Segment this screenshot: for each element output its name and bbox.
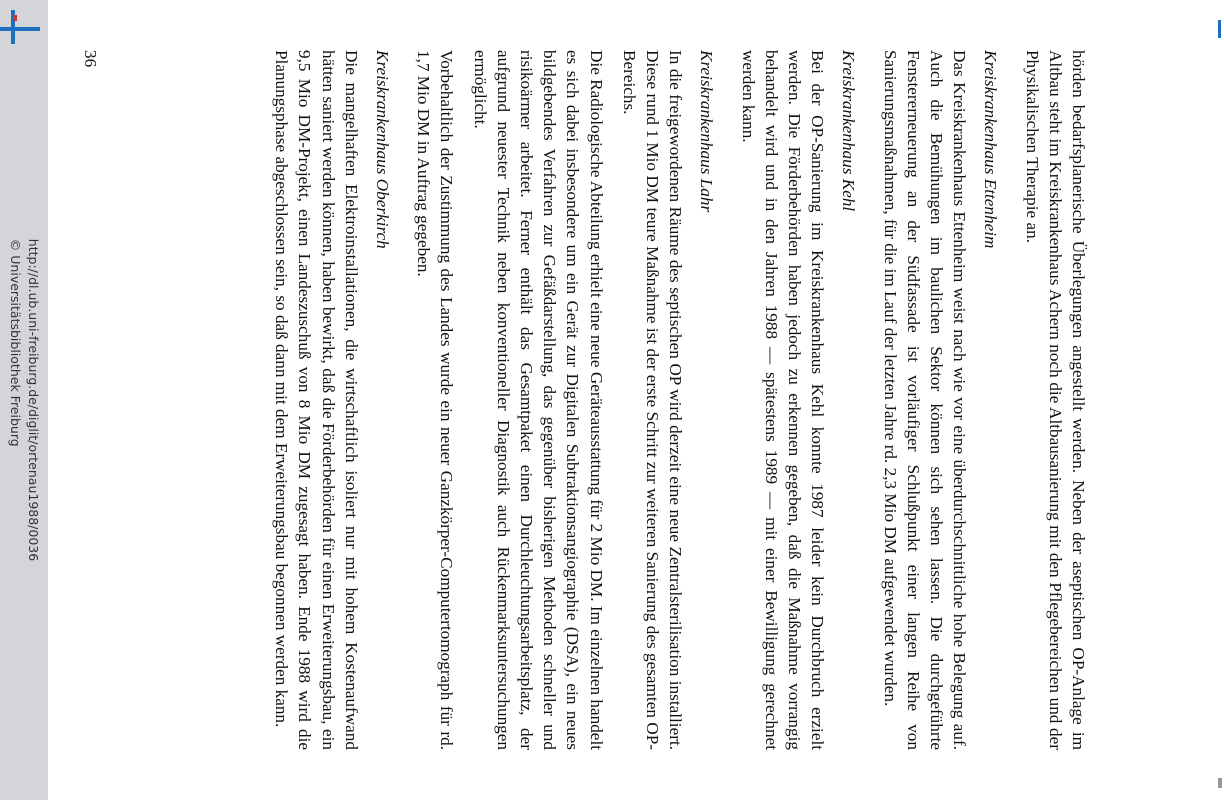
section-heading: Kreiskrankenhaus Oberkirch [372, 50, 392, 249]
section-heading: Kreiskrankenhaus Lahr [697, 50, 717, 213]
attribution-url[interactable]: http://dl.ub.uni-freiburg.de/diglit/ortenau1988/0036 [26, 238, 41, 562]
logo-bar-horizontal [0, 27, 40, 31]
section-oberkirch [270, 50, 394, 750]
page-number: 36 [81, 50, 100, 68]
viewer-sidebar [0, 0, 48, 800]
section-paragraph: Die mangelhaften Elektroinstallationen, die wirtschaftlich isoliert nur mit hohem Kostenaufwand hätten saniert werden können, haben bewirkt, daß die Förderbehörden für einen Erweiterungsbau, ein 9,5 Mio DM-Projekt, einen Landeszuschuß von 8 Mio DM zugesagt haben. Ende 1988 wird die Planungsphase abgeschlossen sein, so daß dann mit dem Erweiterungsbau begonnen werden kann. [272, 50, 361, 750]
attribution [6, 239, 42, 561]
section-paragraph: Das Kreiskrankenhaus Ettenheim weist nach wie vor eine überdurchschnittliche hohe Belegung auf. Auch die Bemühungen im baulichen Sektor können sich sehen lassen. Die durchgeführte Fenstererneuerung an der Südfassade ist vorläufiger Schlußpunkt einer langen Reihe von Sanierungsmaßnahmen, für die im Lauf der letzten Jahre rd. 2,3 Mio DM aufgewendet wurden. [880, 50, 970, 750]
section-paragraph: Bei der OP-Sanierung im Kreiskrankenhaus Kehl konnte 1987 leider kein Durchbruch erzielt werden. Die Förderbehörden haben jedoch zu erkennen gegeben, daß die Maßnahme vorrangig behandelt wird und in den Jahren 1988 — spätestens 1989 — mit einer Bewilligung gerechnet werden kann. [738, 50, 828, 750]
section-heading: Kreiskrankenhaus Kehl [839, 50, 859, 212]
intro-paragraph: hörden bedarfsplanerische Überlegungen angestellt werden. Neben der aseptischen OP-Anlage im Altbau steht im Kreiskrankenhaus Achern noch die Altbausanierung mit den Pflegebereichen und der Physikalischen Therapie an. [1022, 50, 1088, 750]
section-paragraph: In die freigewordenen Räume des septischen OP wird derzeit eine neue Zentralsterilisation installiert. Diese rund 1 Mio DM teure Maßnahme ist der erste Schritt zur weiteren Sanierung des gesamten OP-Bereichs. [619, 50, 686, 750]
text-block [270, 50, 1090, 750]
section-paragraph: Die Radiologische Abteilung erhielt eine neue Geräteausstattung für 2 Mio DM. Im einzelnen handelt es sich dabei insbesondere um ein Gerät zur Digitalen Subtraktionsangiographie (DSA), ein neues bildgebendes Verfahren zur Gefäßdarstellung, das gegenüber bisherigen Methoden schneller und risikoärmer arbeitet. Ferner enthält das Gesamtpaket einen Durchleuchtungsarbeitsplatz, der aufgrund neuester Technik neben konventioneller Diagnostik auch Rückenmarksuntersuchungen ermöglicht. [470, 50, 606, 750]
logo-accent [14, 15, 17, 21]
section-heading: Kreiskrankenhaus Ettenheim [981, 50, 1001, 249]
attribution-copyright: © Universitätsbibliothek Freiburg [8, 238, 23, 447]
scanned-page [50, 0, 1222, 800]
rotated-page-content [80, 50, 1090, 750]
section-ettenheim [878, 50, 1002, 750]
section-paragraph: Vorbehaltlich der Zustimmung des Landes wurde ein neuer Ganzkörper-Computertomograph für rd. 1,7 Mio DM in Auftrag gegeben. [414, 50, 457, 750]
section-lahr [412, 50, 718, 750]
section-kehl [736, 50, 860, 750]
